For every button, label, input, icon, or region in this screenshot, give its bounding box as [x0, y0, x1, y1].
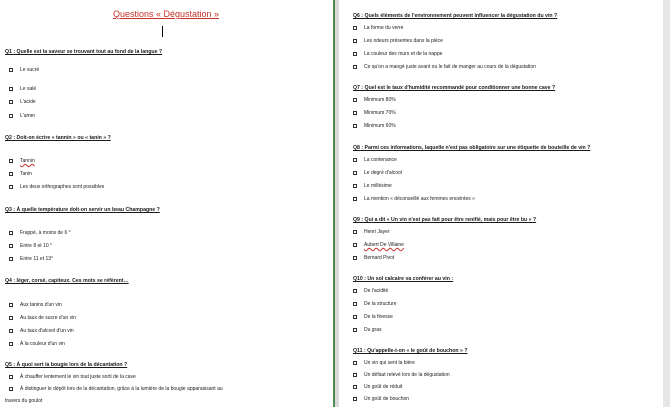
q6-option-1[interactable]: La forme du verre — [353, 25, 403, 31]
q9-option-2[interactable]: Aubert De Villaine — [353, 242, 404, 248]
q10-option-1[interactable]: De l'acidité — [353, 288, 388, 294]
q11-option-4[interactable]: Un goût de bouchon — [353, 396, 409, 402]
checkbox-icon[interactable] — [353, 256, 357, 260]
checkbox-icon[interactable] — [353, 289, 357, 293]
checkbox-icon[interactable] — [9, 257, 13, 261]
q8-option-2[interactable]: Le degré d'alcool — [353, 170, 402, 176]
q5-option-2-continuation: travers du goulot — [5, 398, 43, 404]
q9-option-1[interactable]: Henri Jayer — [353, 229, 390, 235]
q1-option-1[interactable]: Le sucré — [9, 67, 39, 73]
checkbox-icon[interactable] — [9, 342, 13, 346]
page-gutter — [335, 0, 339, 407]
checkbox-icon[interactable] — [9, 375, 13, 379]
q11-option-1[interactable]: Un vin qui sent la bière — [353, 360, 415, 366]
q8-option-3[interactable]: Le millésime — [353, 183, 392, 189]
question-4[interactable]: Q4 : léger, corsé, capiteux. Ces mots se réfèrent… — [5, 278, 129, 284]
q6-option-2[interactable]: Les odeurs présentes dans la pièce — [353, 38, 443, 44]
checkbox-icon[interactable] — [353, 184, 357, 188]
checkbox-icon[interactable] — [353, 328, 357, 332]
q4-option-2[interactable]: Au taux de sucre d'un vin — [9, 315, 76, 321]
q3-option-2[interactable]: Entre 8 et 10 ° — [9, 243, 52, 249]
checkbox-icon[interactable] — [353, 302, 357, 306]
q10-option-2[interactable]: De la structure — [353, 301, 397, 307]
question-7[interactable]: Q7 : Quel est le taux d'humidité recommandé pour conditionner une bonne cave ? — [353, 85, 556, 91]
q10-option-3[interactable]: De la finesse — [353, 314, 393, 320]
q1-option-2[interactable]: Le salé — [9, 86, 36, 92]
checkbox-icon[interactable] — [353, 124, 357, 128]
page-right — [340, 0, 662, 407]
question-6[interactable]: Q6 : Quels éléments de l'environnement peuvent influencer la dégustation du vin ? — [353, 13, 558, 19]
checkbox-icon[interactable] — [353, 243, 357, 247]
q8-option-4[interactable]: La mention « déconseillé aux femmes enceintes » — [353, 196, 475, 202]
q4-option-1[interactable]: Aux tanins d'un vin — [9, 302, 62, 308]
checkbox-icon[interactable] — [9, 87, 13, 91]
checkbox-icon[interactable] — [353, 39, 357, 43]
question-2[interactable]: Q2 : Doit-on écrire « tannin » ou « tanin » ? — [5, 135, 111, 141]
q11-option-2[interactable]: Un défaut relevé lors de la dégustation — [353, 372, 450, 378]
checkbox-icon[interactable] — [9, 329, 13, 333]
checkbox-icon[interactable] — [9, 387, 13, 391]
question-8[interactable]: Q8 : Parmi ces informations, laquelle n'est pas obligatoire sur une étiquette de bouteille de vin ? — [353, 145, 591, 151]
q7-option-1[interactable]: Minimum 80% — [353, 97, 396, 103]
window-edge — [663, 0, 670, 407]
checkbox-icon[interactable] — [353, 197, 357, 201]
checkbox-icon[interactable] — [9, 68, 13, 72]
q8-option-1[interactable]: La contenance — [353, 157, 397, 163]
text-cursor — [162, 26, 163, 37]
checkbox-icon[interactable] — [353, 65, 357, 69]
checkbox-icon[interactable] — [353, 26, 357, 30]
page-left — [0, 0, 332, 407]
q1-option-3[interactable]: L'acide — [9, 99, 36, 105]
q4-option-3[interactable]: Au taux d'alcool d'un vin — [9, 328, 74, 334]
checkbox-icon[interactable] — [353, 98, 357, 102]
checkbox-icon[interactable] — [353, 373, 357, 377]
checkbox-icon[interactable] — [353, 361, 357, 365]
question-11[interactable]: Q11 : Qu'appelle-t-on « le goût de bouchon » ? — [353, 348, 468, 354]
question-10[interactable]: Q10 : Un sol calcaire va conférer au vin : — [353, 276, 454, 282]
q11-option-3[interactable]: Un goût de réduit — [353, 384, 402, 390]
q9-option-3[interactable]: Bernard Pivot — [353, 255, 394, 261]
checkbox-icon[interactable] — [353, 52, 357, 56]
q2-option-2[interactable]: Tanin — [9, 171, 32, 177]
checkbox-icon[interactable] — [9, 231, 13, 235]
question-3[interactable]: Q3 : À quelle température doit-on servir un beau Champagne ? — [5, 207, 160, 213]
checkbox-icon[interactable] — [353, 397, 357, 401]
checkbox-icon[interactable] — [9, 316, 13, 320]
q4-option-4[interactable]: À la couleur d'un vin — [9, 341, 65, 347]
checkbox-icon[interactable] — [353, 385, 357, 389]
q6-option-3[interactable]: La couleur des murs et de la nappe — [353, 51, 442, 57]
document-title[interactable]: Questions « Dégustation » — [112, 9, 220, 19]
checkbox-icon[interactable] — [9, 303, 13, 307]
checkbox-icon[interactable] — [9, 100, 13, 104]
question-1[interactable]: Q1 : Quelle est la saveur se trouvant tout au fond de la langue ? — [5, 49, 163, 55]
question-9[interactable]: Q9 : Qui a dit « Un vin n'est pas fait pour être renifié, mais pour être bu » ? — [353, 217, 537, 223]
checkbox-icon[interactable] — [353, 111, 357, 115]
q6-option-4[interactable]: Ce qu'on a mangé juste avant ou le fait de manger au cours de la dégustation — [353, 64, 536, 70]
q7-option-3[interactable]: Minimum 60% — [353, 123, 396, 129]
checkbox-icon[interactable] — [353, 230, 357, 234]
question-5[interactable]: Q5 : À quoi sert la bougie lors de la décantation ? — [5, 362, 128, 368]
q7-option-2[interactable]: Minimum 70% — [353, 110, 396, 116]
q5-option-2[interactable]: À distinguer le dépôt lors de la décantation, grâce à la lumière de la bougie apparaissant au — [9, 386, 223, 392]
checkbox-icon[interactable] — [9, 114, 13, 118]
checkbox-icon[interactable] — [9, 185, 13, 189]
checkbox-icon[interactable] — [9, 159, 13, 163]
q1-option-4[interactable]: L'amer — [9, 113, 35, 119]
q3-option-1[interactable]: Frappé, à moins de 6 ° — [9, 230, 71, 236]
checkbox-icon[interactable] — [353, 171, 357, 175]
q3-option-3[interactable]: Entre 11 et 13° — [9, 256, 53, 262]
q5-option-1[interactable]: À chauffer lentement le vin tout juste sorti de la cave — [9, 374, 136, 380]
checkbox-icon[interactable] — [353, 158, 357, 162]
checkbox-icon[interactable] — [353, 315, 357, 319]
checkbox-icon[interactable] — [9, 172, 13, 176]
q2-option-3[interactable]: Les deux orthographes sont possibles — [9, 184, 104, 190]
q10-option-4[interactable]: Du gras — [353, 327, 382, 333]
checkbox-icon[interactable] — [9, 244, 13, 248]
q2-option-1[interactable]: Tannin — [9, 158, 35, 164]
